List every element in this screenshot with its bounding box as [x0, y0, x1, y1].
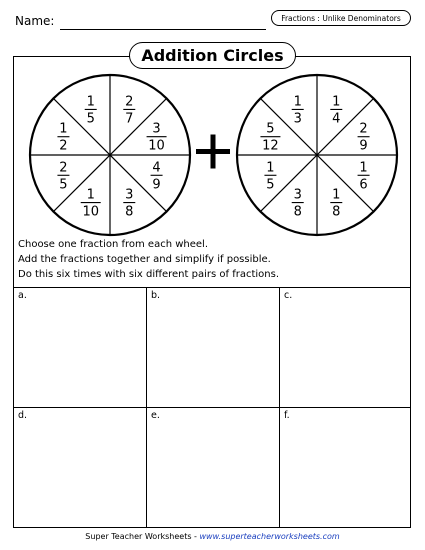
wheel-left-denominator: 5: [59, 177, 68, 193]
wheel-right-numerator: 2: [359, 121, 368, 137]
wheel-left-numerator: 4: [152, 160, 161, 176]
wheel-right-numerator: 5: [266, 121, 275, 137]
answer-box-f[interactable]: [279, 407, 411, 528]
wheel-right-numerator: 1: [332, 187, 341, 203]
wheel-left-denominator: 10: [82, 204, 99, 220]
instruction-line: Do this six times with six different pairs of fractions.: [18, 269, 279, 280]
wheel-right-numerator: 3: [293, 187, 302, 203]
wheel-right-denominator: 8: [293, 204, 302, 220]
wheel-left-numerator: 3: [152, 121, 161, 137]
instruction-line: Choose one fraction from each wheel.: [18, 239, 208, 250]
plus-sign: [196, 135, 230, 169]
wheel-left: [30, 75, 190, 235]
wheel-right-denominator: 8: [332, 204, 341, 220]
wheel-right-denominator: 9: [359, 138, 368, 154]
answer-box-a[interactable]: [13, 287, 147, 408]
name-label: Name:: [15, 14, 55, 28]
wheel-left-numerator: 1: [86, 187, 95, 203]
worksheet-title: Addition Circles: [129, 42, 296, 69]
answer-box-label: e.: [151, 410, 160, 421]
wheel-left-fraction: [123, 94, 135, 126]
wheel-left-denominator: 5: [86, 111, 95, 127]
wheel-right-numerator: 1: [293, 94, 302, 110]
instruction-line: Add the fractions together and simplify if possible.: [18, 254, 271, 265]
wheel-right-numerator: 1: [359, 160, 368, 176]
answer-box-label: b.: [151, 290, 161, 301]
wheel-right-fraction: [292, 94, 304, 126]
wheel-left-fraction: [123, 188, 135, 220]
wheel-right-fraction: [260, 122, 280, 154]
answer-box-label: a.: [18, 290, 27, 301]
wheel-right-fraction: [358, 122, 370, 154]
topic-tag: Fractions : Unlike Denominators: [271, 10, 411, 26]
wheel-left-fraction: [81, 188, 101, 220]
wheel-right-fraction: [330, 188, 342, 220]
wheel-right: [237, 75, 397, 235]
wheel-right-numerator: 1: [266, 160, 275, 176]
answer-box-label: c.: [284, 290, 293, 301]
answer-box-c[interactable]: [279, 287, 411, 408]
answer-box-label: d.: [18, 410, 28, 421]
wheel-left-numerator: 2: [125, 94, 134, 110]
wheel-left-denominator: 9: [152, 177, 161, 193]
wheel-right-numerator: 1: [332, 94, 341, 110]
wheel-right-fraction: [358, 160, 370, 192]
wheel-right-fraction: [330, 94, 342, 126]
wheel-left-numerator: 1: [59, 121, 68, 137]
wheel-left-numerator: 1: [86, 94, 95, 110]
wheel-left-fraction: [147, 122, 167, 154]
answer-box-d[interactable]: [13, 407, 147, 528]
wheel-right-fraction: [264, 160, 276, 192]
wheel-left-numerator: 3: [125, 187, 134, 203]
answer-box-label: f.: [284, 410, 290, 421]
wheel-right-denominator: 12: [262, 138, 279, 154]
wheel-left-fraction: [151, 160, 163, 192]
wheel-right-fraction: [292, 188, 304, 220]
wheel-left-denominator: 2: [59, 138, 68, 154]
footer-brand: Super Teacher Worksheets: [85, 532, 192, 541]
wheel-right-denominator: 6: [359, 177, 368, 193]
wheel-left-fraction: [57, 160, 69, 192]
wheel-left-denominator: 7: [125, 111, 134, 127]
fraction-wheels: [0, 0, 425, 240]
footer: [0, 532, 425, 541]
wheel-left-fraction: [85, 94, 97, 126]
wheel-right-denominator: 3: [293, 111, 302, 127]
wheel-left-denominator: 8: [125, 204, 134, 220]
wheel-left-fraction: [57, 122, 69, 154]
answer-box-e[interactable]: [146, 407, 280, 528]
wheel-left-numerator: 2: [59, 160, 68, 176]
wheel-left-denominator: 10: [148, 138, 165, 154]
answer-box-b[interactable]: [146, 287, 280, 408]
instructions: [18, 237, 279, 282]
wheel-right-denominator: 5: [266, 177, 275, 193]
footer-separator: -: [191, 532, 200, 541]
wheel-right-denominator: 4: [332, 111, 341, 127]
footer-url[interactable]: www.superteacherworksheets.com: [199, 532, 340, 541]
